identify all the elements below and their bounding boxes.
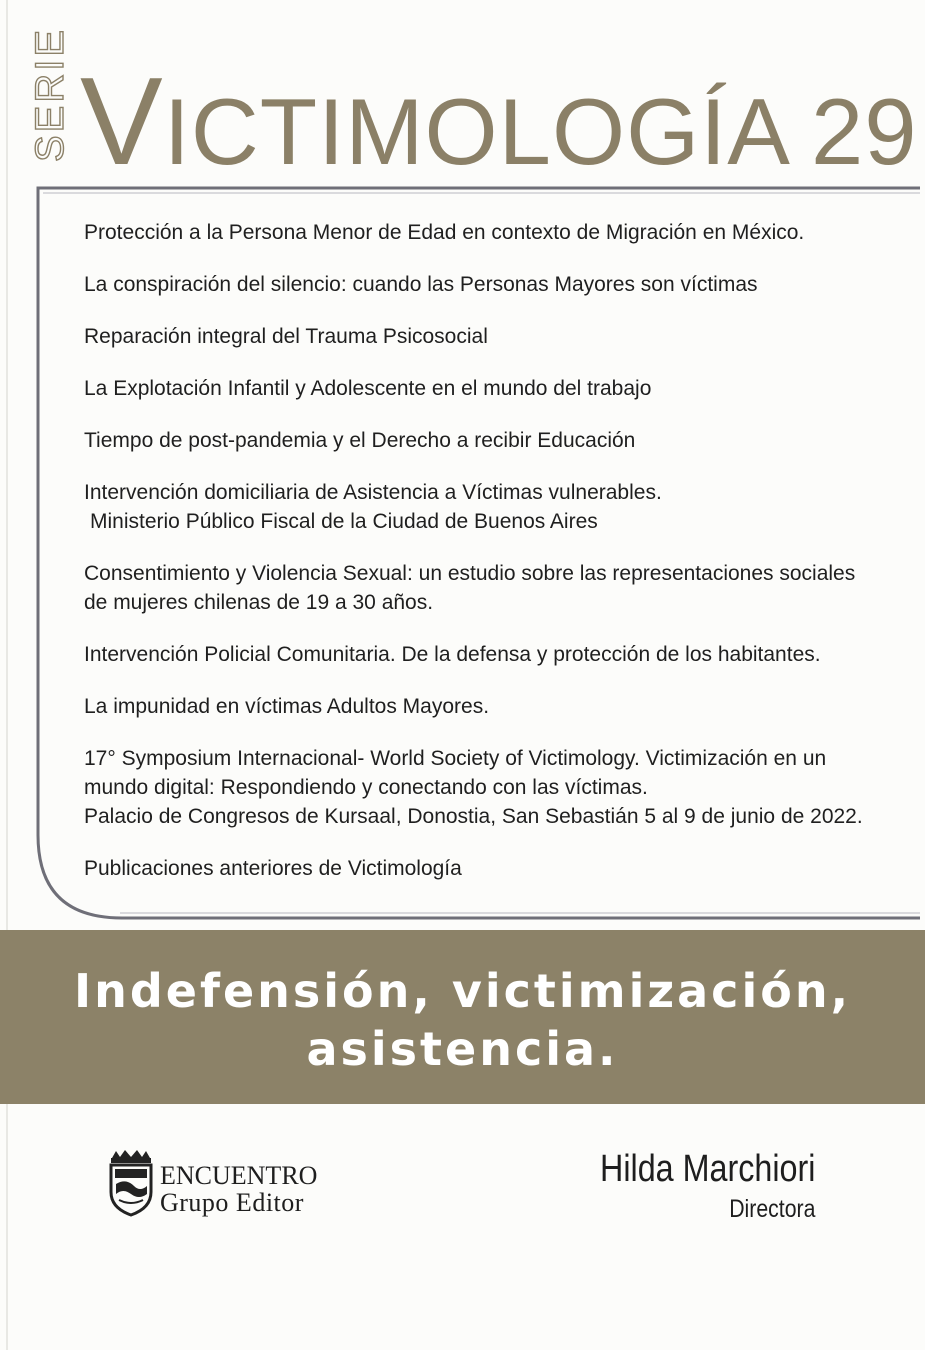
- entry-line: Reparación integral del Trauma Psicosocial: [84, 325, 488, 348]
- entry-line: Protección a la Persona Menor de Edad en contexto de Migración en México.: [84, 221, 805, 244]
- author-role: Directora: [728, 1195, 815, 1223]
- contents-entry: [84, 374, 884, 403]
- book-title-line-1: Indefensión, victimización,: [73, 964, 852, 1018]
- contents-entry: [84, 854, 884, 883]
- entry-line: mundo digital: Respondiendo y conectando con las víctimas.: [84, 776, 648, 799]
- contents-entry: [84, 478, 884, 536]
- entry-line: Tiempo de post-pandemia y el Derecho a recibir Educación: [84, 429, 636, 452]
- contents-entry: [84, 640, 884, 669]
- contents-entry: [84, 744, 884, 831]
- series-title-initial: V: [80, 53, 164, 191]
- contents-entry: [84, 426, 884, 455]
- contents-entry: [84, 218, 884, 247]
- entry-line: La conspiración del silencio: cuando las Personas Mayores son víctimas: [84, 273, 758, 296]
- contents-entry: [84, 270, 884, 299]
- contents-entry: [84, 692, 884, 721]
- contents-entry: [84, 322, 884, 351]
- series-label: SERIE: [28, 26, 72, 162]
- publisher-name: [160, 1162, 317, 1216]
- entry-line: Consentimiento y Violencia Sexual: un estudio sobre las representaciones sociales: [84, 562, 856, 585]
- publisher-line-2: Grupo Editor: [160, 1188, 304, 1217]
- entry-line: La impunidad en víctimas Adultos Mayores.: [84, 695, 490, 718]
- entry-line: 17° Symposium Internacional- World Society of Victimology. Victimización en un: [84, 747, 827, 770]
- entry-line: Palacio de Congresos de Kursaal, Donostia, San Sebastián 5 al 9 de junio de 2022.: [84, 805, 863, 828]
- author-name: Hilda Marchiori: [599, 1148, 815, 1190]
- book-title: [0, 962, 925, 1078]
- volume-number: 29: [811, 79, 918, 184]
- table-of-contents: [84, 218, 884, 906]
- author-block: [562, 1146, 815, 1226]
- entry-line: La Explotación Infantil y Adolescente en el mundo del trabajo: [84, 377, 652, 400]
- entry-line: Intervención Policial Comunitaria. De la defensa y protección de los habitantes.: [84, 643, 821, 666]
- publisher-shield-icon: [106, 1148, 156, 1218]
- entry-line: Intervención domiciliaria de Asistencia a Víctimas vulnerables.: [84, 481, 662, 504]
- series-title-rest: ICTIMOLOGÍA: [163, 79, 791, 184]
- contents-entry: [84, 559, 884, 617]
- book-title-line-2: asistencia.: [306, 1022, 619, 1076]
- publisher-line-1: ENCUENTRO: [160, 1161, 318, 1190]
- entry-line: de mujeres chilenas de 19 a 30 años.: [84, 591, 434, 614]
- entry-line: Ministerio Público Fiscal de la Ciudad de Buenos Aires: [90, 510, 598, 533]
- entry-line: Publicaciones anteriores de Victimología: [84, 857, 462, 880]
